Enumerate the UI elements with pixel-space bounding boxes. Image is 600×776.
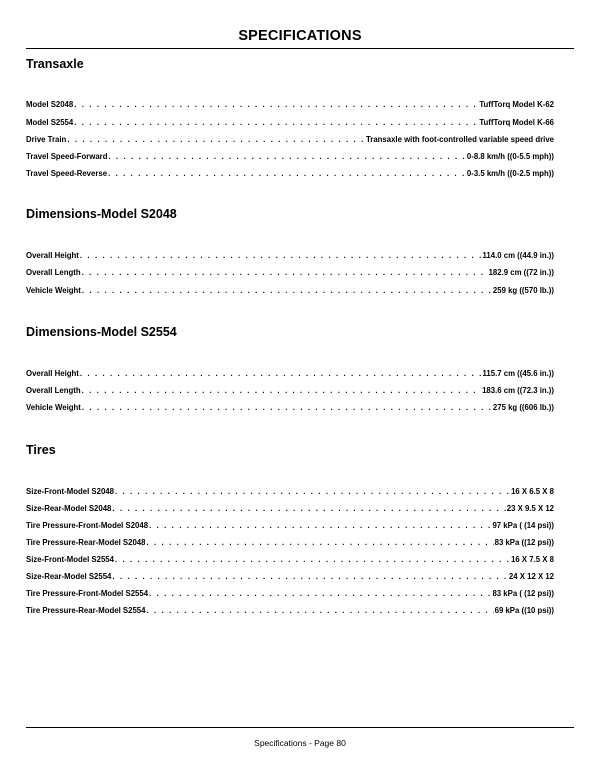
section-heading-dimensions-s2048: Dimensions-Model S2048 [26,207,177,221]
spec-label: Size-Front-Model S2048 [26,487,114,496]
spec-label: Overall Height [26,369,79,378]
spec-label: Tire Pressure-Rear-Model S2048 [26,538,146,547]
spec-row [26,487,554,499]
spec-row [26,100,554,112]
spec-row [26,606,554,618]
spec-value: Transaxle with foot-controlled variable speed drive [365,135,554,144]
spec-value: 183.6 cm ((72.3 in.)) [482,386,554,395]
footer-divider [26,727,574,728]
spec-value: 16 X 6.5 X 8 [511,487,554,496]
dot-leader [74,100,478,109]
dot-leader [149,589,491,598]
spec-value: 23 X 9.5 X 12 [506,504,554,513]
section-heading-tires: Tires [26,443,56,457]
dot-leader [108,169,466,178]
dot-leader [149,521,491,530]
spec-value: 275 kg ((606 lb.)) [492,403,554,412]
dot-leader [146,606,493,615]
spec-value: 83 kPa ( (12 psi)) [492,589,554,598]
title-divider [26,48,574,49]
spec-row [26,386,554,398]
spec-value: 69 kPa ((10 psi)) [494,606,554,615]
dot-leader [146,538,493,547]
dot-leader [108,152,465,161]
spec-row [26,504,554,516]
page-footer: Specifications - Page 80 [254,738,346,748]
section-heading-dimensions-s2554: Dimensions-Model S2554 [26,325,177,339]
dot-leader [112,572,508,581]
dot-leader [115,487,510,496]
spec-row [26,403,554,415]
dot-leader [80,369,482,378]
spec-value: 83 kPa ((12 psi)) [494,538,554,547]
spec-value: 0-8.8 km/h ((0-5.5 mph)) [466,152,554,161]
dot-leader [74,118,478,127]
spec-value: 182.9 cm ((72 in.)) [488,268,554,277]
spec-label: Tire Pressure-Rear-Model S2554 [26,606,146,615]
spec-row [26,538,554,550]
spec-row [26,572,554,584]
dot-leader [115,555,510,564]
spec-row [26,589,554,601]
spec-row [26,268,554,280]
dot-leader [82,286,492,295]
spec-label: Size-Rear-Model S2554 [26,572,112,581]
spec-value: 16 X 7.5 X 8 [511,555,554,564]
spec-row [26,555,554,567]
spec-label: Tire Pressure-Front-Model S2554 [26,589,149,598]
spec-label: Overall Height [26,251,79,260]
spec-row [26,135,554,147]
spec-label: Travel Speed-Forward [26,152,108,161]
spec-value: 97 kPa ( (14 psi)) [492,521,554,530]
page-title: SPECIFICATIONS [238,28,362,44]
spec-label: Size-Rear-Model S2048 [26,504,112,513]
dot-leader [67,135,365,144]
spec-label: Travel Speed-Reverse [26,169,108,178]
dot-leader [82,403,492,412]
spec-value: 0-3.5 km/h ((0-2.5 mph)) [466,169,554,178]
spec-label: Drive Train [26,135,67,144]
dot-leader [80,251,482,260]
spec-value: 259 kg ((570 lb.)) [492,286,554,295]
spec-label: Overall Length [26,386,81,395]
section-heading-transaxle: Transaxle [26,57,84,71]
spec-row [26,286,554,298]
spec-row [26,251,554,263]
spec-label: Overall Length [26,268,81,277]
spec-label: Vehicle Weight [26,403,81,412]
spec-label: Model S2554 [26,118,74,127]
spec-value: 114.0 cm ((44.9 in.)) [482,251,554,260]
spec-label: Model S2048 [26,100,74,109]
spec-row [26,152,554,164]
spec-row [26,169,554,181]
spec-label: Vehicle Weight [26,286,81,295]
spec-label: Tire Pressure-Front-Model S2048 [26,521,149,530]
spec-value: 115.7 cm ((45.6 in.)) [482,369,554,378]
spec-label: Size-Front-Model S2554 [26,555,114,564]
spec-value: TuffTorq Model K-62 [479,100,554,109]
spec-row [26,369,554,381]
spec-value: TuffTorq Model K-66 [479,118,554,127]
spec-value: 24 X 12 X 12 [508,572,554,581]
dot-leader [112,504,505,513]
dot-leader [82,268,488,277]
spec-row [26,118,554,130]
spec-row [26,521,554,533]
dot-leader [82,386,481,395]
